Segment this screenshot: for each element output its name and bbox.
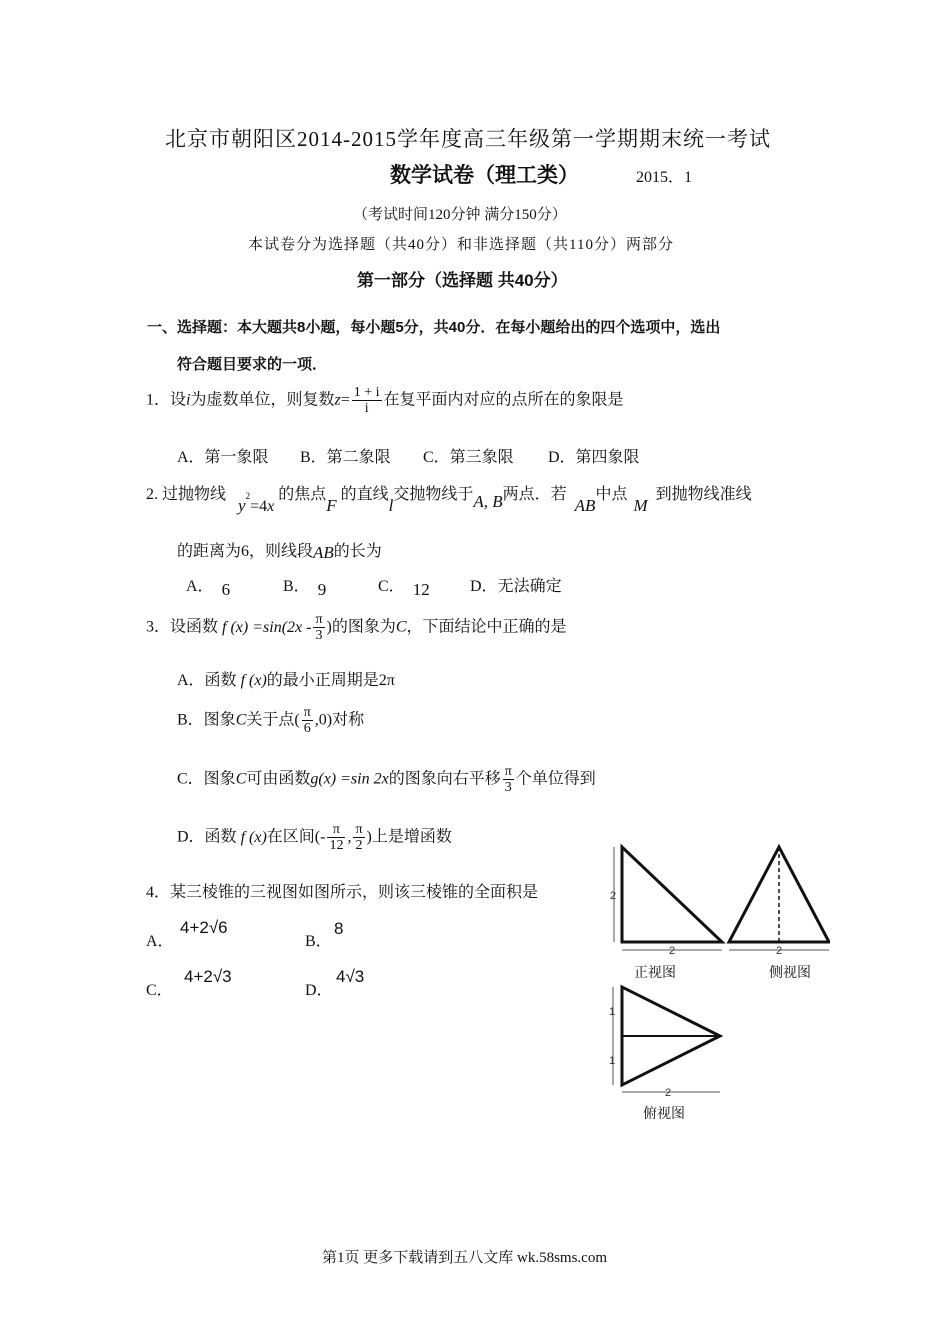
front-view-triangle [622, 847, 722, 942]
question-4: 4．某三棱锥的三视图如图所示，则该三棱锥的全面积是 [146, 884, 539, 901]
q3-optD-f: f (x) [240, 828, 267, 846]
front-width-label: 2 [668, 945, 676, 957]
q1-frac-den: i [364, 401, 369, 417]
top-left-label-2: 1 [608, 1055, 616, 1067]
q3-optC-pre: C．图象 [177, 770, 236, 788]
exam-title: 北京市朝阳区2014-2015学年度高三年级第一学期期末统一考试 [165, 127, 771, 151]
exam-info: （考试时间120分钟 满分150分） [353, 207, 567, 223]
q1-option-d: D．第四象限 [548, 449, 640, 466]
q1-mid: 为虚数单位，则复数 [190, 391, 335, 409]
section-instruction-1: 一、选择题：本大题共8小题，每小题5分，共40分．在每小题给出的四个选项中，选出 [147, 319, 721, 336]
q2-option-d-label: D． [470, 578, 498, 595]
q2-p1: 2. 过抛物线 [146, 486, 227, 503]
q2-x: x [267, 498, 275, 515]
q2-option-c-value: 12 [412, 580, 430, 599]
q3-prefix: 3．设函数 [146, 618, 219, 636]
top-view-label: 俯视图 [643, 1105, 685, 1121]
top-left-label-1: 1 [608, 1006, 616, 1018]
side-view-label: 侧视图 [769, 964, 811, 980]
q3-optA-mid: 的最小正周期是 [266, 672, 379, 689]
q2-p5: 两点．若 [502, 486, 567, 503]
q4-option-a-label: A． [146, 933, 174, 950]
q3-optD-comma: , [347, 828, 352, 846]
q3-optD-close: ) [366, 828, 372, 846]
q3-optD-den2: 2 [355, 838, 363, 854]
q1-z: z [334, 391, 341, 409]
q4-option-b-value: 8 [334, 919, 344, 938]
q3-optB-num: π [303, 705, 311, 720]
paper-subtitle: 数学试卷（理工类） [390, 163, 579, 187]
q3-close: ) [326, 618, 332, 636]
q3-optC-g: g(x) =sin 2x [310, 770, 389, 788]
q1-fraction [352, 385, 382, 417]
q3-func: f (x) =sin(2x - [222, 618, 312, 636]
q2-option-b-value: 9 [317, 580, 327, 599]
q2-y: y [238, 496, 246, 515]
question-3 [146, 612, 567, 644]
front-view-label: 正视图 [634, 964, 676, 980]
question-2-line-1 [146, 481, 752, 515]
q2-option-b-label: B． [283, 578, 310, 595]
q1-eq: = [340, 391, 350, 409]
question-2-line-2 [177, 538, 382, 561]
q3-fraction [313, 612, 324, 644]
q3-frac-den: 3 [315, 628, 323, 644]
q2-AB-2: AB [574, 496, 596, 515]
front-height-label: 2 [609, 890, 617, 902]
q1-i: i [186, 391, 191, 409]
q3-optC-mid: 可由函数 [246, 770, 311, 788]
q2-option-a-value: 6 [221, 580, 231, 599]
q2-p7: 到抛物线准线 [655, 486, 752, 503]
q2-AB-3: AB [313, 543, 334, 562]
q2-option-d [470, 573, 562, 596]
q2-AB-1: A, B [473, 492, 503, 511]
q4-option-d-value: 4√3 [336, 967, 365, 986]
q2-option-c-label: C． [378, 578, 405, 595]
q3-optD-open: (- [314, 828, 326, 846]
part-one-heading: 第一部分（选择题 共40分） [357, 271, 568, 290]
question-1 [146, 385, 624, 417]
q1-prefix: 1．设 [146, 391, 187, 409]
q4-option-c-value: 4+2√3 [184, 967, 232, 986]
q2-p6: 中点 [595, 486, 628, 503]
q2-option-c [378, 573, 430, 599]
q3-option-a [177, 667, 395, 690]
q2-M: M [633, 496, 648, 515]
q3-option-d [177, 822, 452, 854]
q2-l: l [388, 496, 394, 515]
q1-option-b: B．第二象限 [300, 449, 391, 466]
q3-optB-mid: 关于点 [246, 711, 295, 729]
q3-optD-num1: π [327, 822, 345, 838]
q3-optC-fraction [503, 764, 514, 796]
q1-suffix: 在复平面内对应的点所在的象限是 [383, 391, 624, 409]
q2-p3: 的直线 [340, 486, 389, 503]
q1-frac-num: 1 + i [353, 385, 380, 400]
q3-optB-fraction [302, 705, 313, 737]
q2-p2: 的焦点 [278, 486, 327, 503]
q2-option-d-value: 无法确定 [497, 578, 562, 595]
q3-optC-mid2: 的图象向右平移 [388, 770, 501, 788]
q3-optB-C: C [235, 711, 247, 729]
q3-optD-suf: 上是增函数 [371, 828, 452, 846]
q2-line2a: 的距离为6，则线段 [177, 543, 314, 560]
q2-sup: 2 [245, 490, 251, 501]
q3-optD-fraction-1 [327, 822, 345, 854]
q3-optD-den1: 12 [329, 838, 344, 854]
q2-p4: 交抛物线于 [393, 486, 474, 503]
exam-date: 2015．1 [636, 169, 693, 186]
q1-option-a: A．第一象限 [177, 449, 269, 466]
q2-F: F [326, 496, 337, 515]
q3-frac-num: π [315, 612, 323, 627]
q3-C: C [395, 618, 407, 636]
q3-optA-pre: A．函数 [177, 672, 237, 689]
q4-option-c-label: C． [146, 982, 173, 999]
q3-optD-pre: D．函数 [177, 828, 237, 846]
q3-option-b [177, 705, 364, 737]
q3-optC-num: π [504, 764, 512, 779]
q2-eq: =4 [250, 498, 268, 515]
q3-option-c [177, 764, 596, 796]
q3-optA-val: 2π [378, 672, 395, 689]
q3-optB-suf: 对称 [332, 711, 365, 729]
three-view-figure [600, 835, 830, 1125]
paper-structure: 本试卷分为选择题（共40分）和非选择题（共110分）两部分 [248, 237, 674, 253]
q3-optC-den: 3 [504, 780, 512, 796]
q3-optD-fraction-2 [353, 822, 364, 854]
q2-line2b: 的长为 [333, 543, 382, 560]
q3-optC-suf: 个单位得到 [515, 770, 596, 788]
q3-optD-num2: π [355, 822, 363, 837]
side-width-label: 2 [775, 945, 783, 957]
section-instruction-2: 符合题目要求的一项． [177, 356, 328, 373]
q4-option-a-value: 4+2√6 [180, 918, 228, 937]
q3-mid: 的图象为 [331, 618, 396, 636]
page-footer: 第1页 更多下载请到五八文库 wk.58sms.com [322, 1250, 608, 1266]
q2-option-a-label: A． [186, 578, 214, 595]
q2-option-a [186, 573, 231, 599]
q3-optA-f: f (x) [240, 672, 267, 689]
q3-optD-mid: 在区间 [266, 828, 315, 846]
q3-optC-C: C [235, 770, 247, 788]
q3-suffix: ，下面结论中正确的是 [406, 618, 567, 636]
q3-optB-close: ,0) [314, 711, 333, 729]
top-width-label: 2 [664, 1087, 672, 1099]
q3-optB-pre: B．图象 [177, 711, 236, 729]
q4-option-d-label: D． [305, 982, 333, 999]
q3-optB-open: ( [294, 711, 300, 729]
q2-option-b [283, 573, 327, 599]
q1-option-c: C．第三象限 [423, 449, 514, 466]
q3-optB-den: 6 [303, 721, 311, 737]
q4-option-b-label: B． [305, 933, 332, 950]
